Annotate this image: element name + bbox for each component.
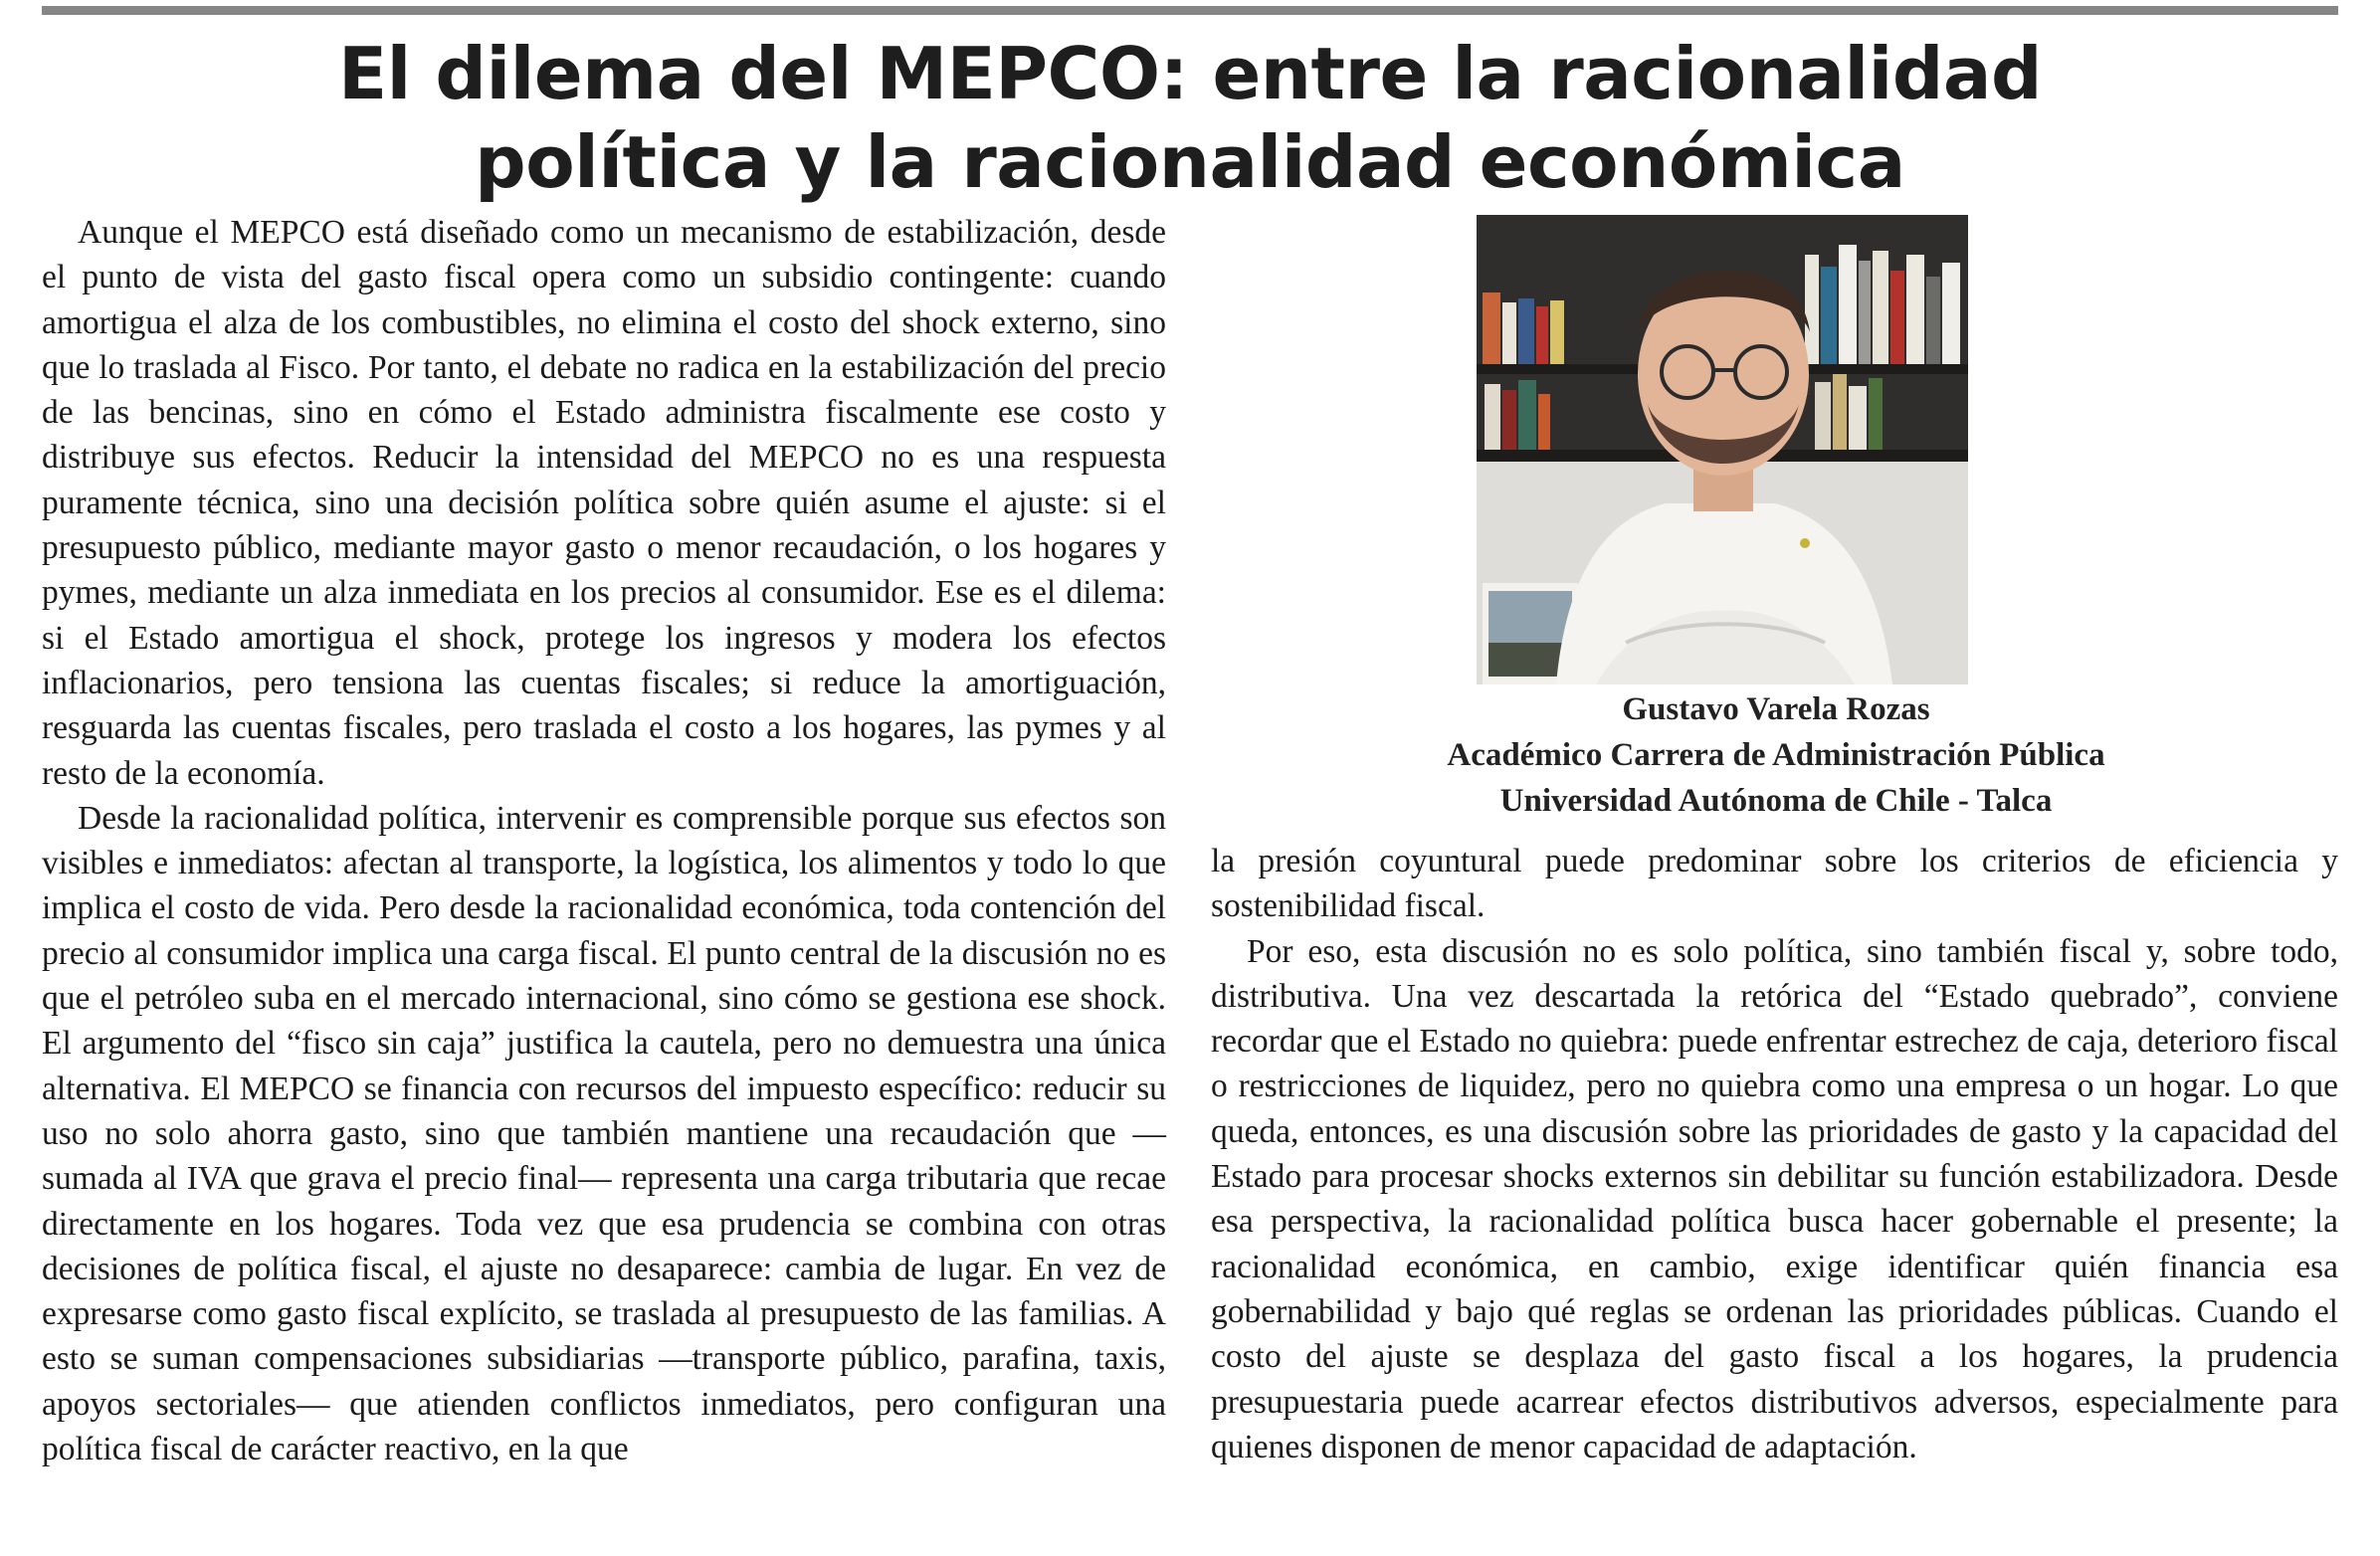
left-paragraph-1: Aunque el MEPCO está diseñado como un mecanismo de estabilización, desde el punto de vista del gasto fiscal opera como un subsidio contingente: cuando amortigua el alza de los combustibles, no elimina el costo del shock externo, sino que lo traslada al Fisco. Por tanto, el debate no radica en la estabilización del precio de las bencinas, sino en cómo el Estado administra fiscalmente ese costo y distribuye sus efectos. Reducir la intensidad del MEPCO no es una respuesta puramente técnica, sino una decisión política sobre quién asume el ajuste: si el presupuesto público, mediante mayor gasto o menor recaudación, o los hogares y pymes, mediante un alza inmediata en los precios al consumidor. Ese es el dilema: si el Estado amortigua el shock, protege los ingresos y modera los efectos inflacionarios, pero tensiona las cuentas fiscales; si reduce la amortiguación, resguarda las cuentas fiscales, pero traslada el costo a los hogares, las pymes y al resto de la economía. (42, 214, 1166, 792)
author-institution: Universidad Autónoma de Chile - Talca (1499, 783, 2053, 819)
author-name: Gustavo Varela Rozas (1622, 691, 1930, 727)
right-paragraph-2: Por eso, esta discusión no es solo política, sino también fiscal y, sobre todo, distributiva. Una vez descartada la retórica del “Estado quebrado”, conviene recordar que el Estado no quiebra: puede enfrentar estrechez de caja, deterioro fiscal o restricciones de liquidez, pero no quiebra como una empresa o un hogar. Lo que queda, entonces, es una discusión sobre las prioridades de gasto y la capacidad del Estado para procesar shocks externos sin debilitar su función estabilizadora. Desde esa perspectiva, la racionalidad política busca hacer gobernable el presente; la racionalidad económica, en cambio, exige identificar quién financia esa gobernabilidad y bajo qué reglas se ordenan las prioridades públicas. Cuando el costo del ajuste se desplaza del gasto fiscal a los hogares, la prudencia presupuestaria puede acarrear efectos distributivos adversos, especialmente para quienes disponen de menor capacidad de adaptación. (1211, 932, 2338, 1465)
left-paragraph-2: Desde la racionalidad política, intervenir es comprensible porque sus efectos son visibles e inmediatos: afectan al transporte, la logística, los alimentos y todo lo que implica el costo de vida. Pero desde la racionalidad económica, toda contención del precio al consumidor implica una carga fiscal. El punto central de la discusión no es que el petróleo suba en el mercado internacional, sino cómo se gestiona ese shock. El argumento del “fisco sin caja” justifica la cautela, pero no demuestra una única alternativa. El MEPCO se financia con recursos del impuesto específico: reducir su uso no solo ahorra gasto, sino que también mantiene una recaudación que —sumada al IVA que grava el precio final— representa una carga tributaria que recae directamente en los hogares. Toda vez que esa prudencia se combina con otras decisiones de política fiscal, el ajuste no desaparece: cambia de lugar. En vez de expresarse como gasto fiscal explícito, se traslada al presupuesto de las familias. A esto se suman compensaciones subsidiarias —transporte público, parafina, taxis, apoyos sectoriales— que atienden conflictos inmediatos, pero configuran una política fiscal de carácter reactivo, en la que (42, 799, 1166, 1468)
author-caption (1254, 686, 2298, 824)
right-column (1211, 839, 2338, 1469)
left-column (42, 210, 1166, 1471)
headline-line-1: El dilema del MEPCO: entre la racionalidad (338, 32, 2042, 115)
right-paragraph-1: la presión coyuntural puede predominar sobre los criterios de eficiencia y sostenibilidad fiscal. (1211, 843, 2338, 925)
author-role: Académico Carrera de Administración Pública (1447, 737, 2105, 773)
headline-line-2: política y la racionalidad económica (475, 120, 1905, 204)
article-headline (42, 30, 2338, 207)
author-photo (1477, 215, 1968, 684)
top-rule (42, 6, 2338, 15)
